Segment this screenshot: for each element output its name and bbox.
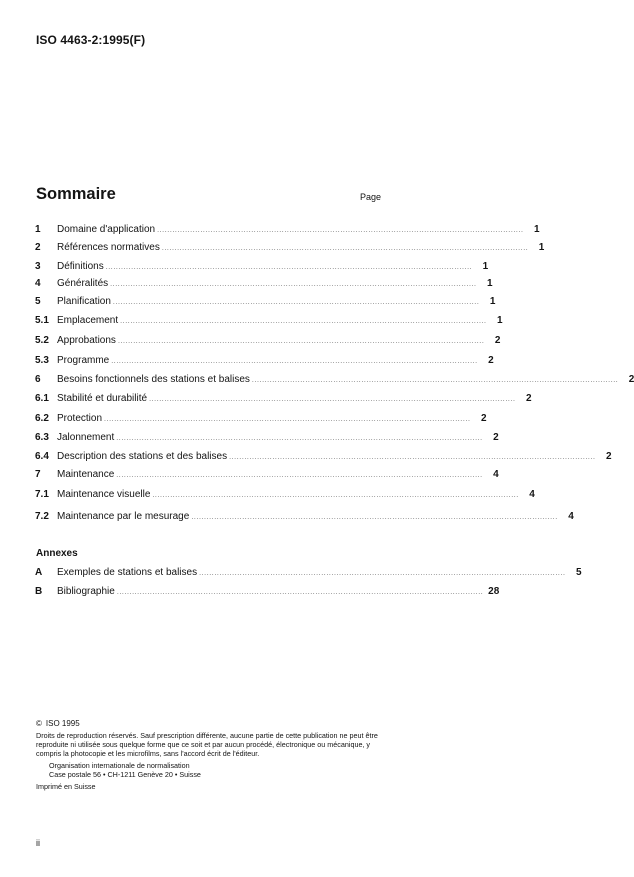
toc-entry-text: Jalonnement bbox=[57, 432, 115, 443]
printed-in: Imprimé en Suisse bbox=[36, 782, 96, 791]
toc-entry-page: 2 bbox=[493, 432, 499, 443]
toc-entry-number: 5.1 bbox=[35, 315, 49, 326]
toc-entry-number: 1 bbox=[35, 224, 41, 235]
toc-entry-text: Définitions bbox=[57, 261, 104, 272]
toc-dot-leader: ................................................................................................................................................ bbox=[229, 454, 596, 461]
toc-entry-number: 3 bbox=[35, 261, 41, 272]
organization-name: Organisation internationale de normalisation bbox=[49, 761, 190, 770]
annex-entry bbox=[35, 566, 582, 580]
annex-entry-text: Exemples de stations et balises bbox=[57, 567, 198, 578]
annex-entry-letter: B bbox=[35, 586, 43, 597]
toc-entry bbox=[35, 488, 535, 502]
toc-entry bbox=[35, 468, 499, 482]
toc-entry-number: 4 bbox=[35, 278, 41, 289]
toc-entry bbox=[35, 354, 494, 368]
toc-entry-number: 5.2 bbox=[35, 335, 49, 346]
toc-entry-page: 1 bbox=[497, 315, 503, 326]
toc-entry-text: Maintenance bbox=[57, 469, 115, 480]
toc-entry bbox=[35, 277, 493, 291]
toc-entry-page: 4 bbox=[493, 469, 499, 480]
toc-dot-leader: ................................................................................................................................................ bbox=[161, 245, 529, 252]
toc-dot-leader: ................................................................................................................................................ bbox=[199, 570, 566, 577]
toc-dot-leader: ................................................................................................................................................ bbox=[110, 281, 477, 288]
toc-entry-page: 2 bbox=[494, 335, 501, 346]
toc-entry-text: Maintenance visuelle bbox=[57, 489, 151, 500]
toc-entry-text: Approbations bbox=[57, 335, 116, 346]
page-number: ii bbox=[36, 838, 40, 848]
toc-dot-leader: ................................................................................................................................................ bbox=[191, 514, 558, 521]
annex-entry-text: Bibliographie bbox=[57, 586, 115, 597]
toc-entry-page: 2 bbox=[525, 393, 532, 404]
annex-entry-page: 5 bbox=[575, 567, 582, 578]
toc-entry-text: Description des stations et des balises bbox=[57, 451, 228, 462]
toc-entry-page: 2 bbox=[488, 355, 494, 366]
rights-statement: Droits de reproduction réservés. Sauf prescription différente, aucune partie de cette publication ne peut être reproduite ni utilisée sous quelque forme que ce soit et par aucun procédé, électronique ou mécanique, y compris la photocopie et les microfilms, sans l'accord écrit de l'éditeur. bbox=[36, 731, 378, 758]
toc-entry bbox=[35, 295, 496, 309]
toc-entry bbox=[35, 314, 503, 328]
toc-dot-leader: ................................................................................................................................................ bbox=[104, 416, 471, 423]
toc-dot-leader: ................................................................................................................................................ bbox=[111, 358, 478, 365]
toc-entry bbox=[35, 412, 487, 426]
toc-entry-page: 1 bbox=[489, 296, 496, 307]
toc-entry-page: 2 bbox=[480, 413, 487, 424]
toc-page-label: Page bbox=[360, 192, 382, 202]
copyright-block bbox=[36, 719, 386, 791]
toc-entry-page: 1 bbox=[487, 278, 493, 289]
toc-entry-text: Programme bbox=[57, 355, 110, 366]
document-id: ISO 4463-2:1995(F) bbox=[36, 33, 146, 47]
toc-entry bbox=[35, 241, 545, 255]
toc-entry-text: Généralités bbox=[57, 278, 109, 289]
toc-dot-leader: ................................................................................................................................................ bbox=[112, 299, 480, 306]
toc-entry-text: Emplacement bbox=[57, 315, 119, 326]
toc-dot-leader: ................................................................................................................................................ bbox=[120, 318, 487, 325]
toc-entry-number: 5.3 bbox=[35, 355, 49, 366]
toc-entry-text: Références normatives bbox=[57, 242, 160, 253]
annex-entry-letter: A bbox=[35, 567, 43, 578]
toc-title: Sommaire bbox=[36, 185, 116, 203]
annexes-heading: Annexes bbox=[36, 548, 78, 559]
toc-entry-text: Maintenance par le mesurage bbox=[57, 511, 190, 522]
toc-entry-page: 4 bbox=[568, 511, 574, 522]
toc-dot-leader: ................................................................................................................................................ bbox=[157, 227, 524, 234]
annex-entry-page: 28 bbox=[488, 586, 500, 597]
copyright-line bbox=[36, 719, 386, 728]
toc-entry-number: 6.3 bbox=[35, 432, 49, 443]
toc-entry-number: 7.2 bbox=[35, 511, 49, 522]
toc-dot-leader: ................................................................................................................................................ bbox=[116, 435, 483, 442]
copyright-symbol: © bbox=[36, 719, 42, 728]
toc-entry-text: Planification bbox=[57, 296, 111, 307]
toc-entry-text: Besoins fonctionnels des stations et balises bbox=[57, 374, 250, 385]
toc-dot-leader: ................................................................................................................................................ bbox=[105, 264, 473, 271]
toc-entry-text: Stabilité et durabilité bbox=[57, 393, 148, 404]
toc-entry bbox=[35, 373, 634, 387]
toc-entry-text: Domaine d'application bbox=[57, 224, 156, 235]
toc-entry-page: 1 bbox=[482, 261, 489, 272]
toc-dot-leader: ................................................................................................................................................ bbox=[116, 472, 483, 479]
toc-entry-page: 2 bbox=[628, 374, 634, 385]
toc-entry bbox=[35, 392, 532, 406]
organization-address: Case postale 56 • CH-1211 Genève 20 • Suisse bbox=[49, 770, 201, 779]
toc-entry-number: 2 bbox=[35, 242, 41, 253]
toc-entry-number: 6.1 bbox=[35, 393, 49, 404]
toc-entry bbox=[35, 510, 574, 524]
toc-entry-page: 4 bbox=[529, 489, 535, 500]
copyright-notice: ISO 1995 bbox=[45, 719, 80, 728]
toc-dot-leader: ................................................................................................................................................ bbox=[117, 338, 485, 345]
toc-entry-page: 1 bbox=[534, 224, 540, 235]
toc-entry-number: 6.2 bbox=[35, 413, 49, 424]
toc-entry bbox=[35, 334, 501, 348]
toc-entry-number: 7 bbox=[35, 469, 41, 480]
toc-entry bbox=[35, 450, 612, 464]
toc-entry-page: 1 bbox=[538, 242, 545, 253]
toc-entry-number: 6.4 bbox=[35, 451, 49, 462]
toc-dot-leader: ................................................................................................................................................ bbox=[116, 589, 484, 596]
toc-entry-page: 2 bbox=[606, 451, 612, 462]
toc-dot-leader: ................................................................................................................................................ bbox=[149, 396, 516, 403]
toc-entry bbox=[35, 260, 489, 274]
toc-entry-number: 7.1 bbox=[35, 489, 49, 500]
annex-entry bbox=[35, 585, 500, 599]
toc-entry-number: 6 bbox=[35, 374, 41, 385]
toc-entry-number: 5 bbox=[35, 296, 41, 307]
toc-dot-leader: ................................................................................................................................................ bbox=[251, 377, 619, 384]
toc-dot-leader: ................................................................................................................................................ bbox=[152, 492, 519, 499]
toc-entry-text: Protection bbox=[57, 413, 103, 424]
toc-entry bbox=[35, 223, 540, 237]
toc-entry bbox=[35, 431, 499, 445]
